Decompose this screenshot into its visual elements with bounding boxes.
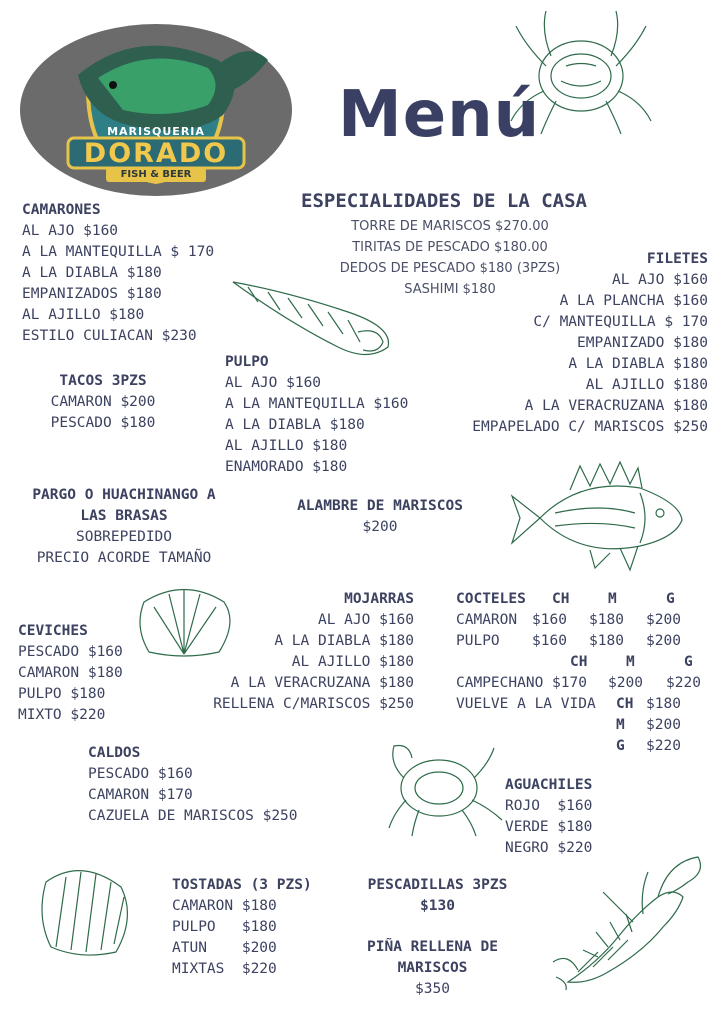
cell: $200: [646, 612, 681, 628]
size-header: CH: [570, 654, 588, 670]
lobster-icon: [548, 852, 708, 992]
aguachiles-section: [505, 775, 592, 859]
size-header: M: [626, 654, 635, 670]
pulpo-title: PULPO: [225, 354, 269, 370]
size-label: M: [616, 717, 625, 733]
list-item: AL AJO $160: [611, 272, 708, 288]
list-item: PULPO $180: [172, 919, 277, 935]
list-item: A LA DIABLA $180: [225, 417, 365, 433]
list-item: CAMARON $180: [18, 665, 123, 681]
row-name: CAMPECHANO: [456, 675, 544, 691]
size-label: CH: [616, 696, 634, 712]
list-item: AL AJO $160: [225, 375, 322, 391]
cell: $200: [608, 675, 643, 691]
list-item: AL AJO $160: [317, 612, 414, 628]
list-item: A LA MANTEQUILLA $ 170: [22, 244, 215, 260]
size-header: M: [608, 591, 617, 607]
filetes-title: FILETES: [646, 251, 708, 267]
logo: [18, 20, 294, 200]
list-item: ROJO $160: [505, 798, 593, 814]
list-item: CAMARON $200: [50, 394, 156, 410]
list-item: MIXTO $220: [18, 707, 106, 723]
row-name: CAMARON: [456, 612, 518, 628]
list-item: PULPO $180: [18, 686, 106, 702]
list-item: CAMARON $180: [172, 898, 277, 914]
list-item: TORRE DE MARISCOS $270.00: [351, 219, 549, 234]
list-item: PESCADO $160: [18, 644, 123, 660]
list-item: DEDOS DE PESCADO $180 (3PZS): [339, 261, 561, 276]
list-item: AL AJILLO $180: [225, 438, 348, 454]
filetes-section: [420, 249, 708, 438]
list-item: CAMARON $170: [88, 787, 193, 803]
ceviches-title: CEVICHES: [18, 623, 88, 639]
size-header: G: [684, 654, 693, 670]
list-item: EMPAPELADO C/ MARISCOS $250: [472, 419, 708, 435]
table-row: [456, 631, 500, 652]
list-item: AL AJILLO $180: [22, 307, 145, 323]
list-item: TIRITAS DE PESCADO $180.00: [352, 240, 548, 255]
list-item: MIXTAS $220: [172, 961, 277, 977]
mojarras-title: MOJARRAS: [344, 591, 414, 607]
tostadas-section: [172, 875, 312, 980]
list-item: NEGRO $220: [505, 840, 593, 856]
list-item: C/ MANTEQUILLA $ 170: [533, 314, 708, 330]
pargo-title-2: LAS BRASAS: [80, 508, 168, 524]
list-item: A LA DIABLA $180: [274, 633, 414, 649]
list-item: SOBREPEDIDO: [75, 529, 173, 545]
alambre-title: ALAMBRE DE MARISCOS: [297, 498, 463, 514]
list-item: A LA DIABLA $180: [22, 265, 162, 281]
list-item: A LA VERACRUZANA $180: [524, 398, 708, 414]
cell: $220: [666, 675, 701, 691]
cell: $200: [646, 633, 681, 649]
especialidades-title: ESPECIALIDADES DE LA CASA: [301, 190, 587, 212]
list-item: PESCADO $180: [50, 415, 156, 431]
size-header: G: [666, 591, 675, 607]
cell: $180: [646, 696, 681, 712]
list-item: VERDE $180: [505, 819, 593, 835]
list-item: EMPANIZADOS $180: [22, 286, 162, 302]
list-item: SASHIMI $180: [404, 282, 496, 297]
pina-section: [350, 937, 515, 1000]
camarones-section: [22, 200, 214, 347]
alambre-section: [280, 496, 480, 538]
size-label: G: [616, 738, 625, 754]
fish-icon: [510, 458, 686, 578]
cell: $160: [532, 633, 567, 649]
cell: $180: [589, 612, 624, 628]
mojarras-section: [180, 589, 414, 715]
caldos-title: CALDOS: [88, 745, 141, 761]
list-item: A LA VERACRUZANA $180: [230, 675, 414, 691]
pina-title-2: MARISCOS: [397, 960, 468, 976]
tostadas-title: TOSTADAS (3 PZS): [172, 877, 312, 893]
cell: $220: [646, 738, 681, 754]
list-item: A LA DIABLA $180: [568, 356, 708, 372]
camarones-title: CAMARONES: [22, 202, 101, 218]
row-name: VUELVE A LA VIDA: [456, 696, 596, 712]
pulpo-section: [225, 352, 408, 478]
cell: $170: [552, 675, 587, 691]
logo-name: DORADO: [83, 138, 229, 169]
list-item: PRECIO ACORDE TAMAÑO: [36, 550, 212, 566]
row-name: PULPO: [456, 633, 500, 649]
pina-title: PIÑA RELLENA DE: [367, 939, 498, 955]
cocteles-title: COCTELES: [456, 591, 526, 607]
alambre-price: $200: [362, 519, 398, 535]
shell-spiral-icon: [228, 272, 398, 362]
list-item: A LA MANTEQUILLA $160: [225, 396, 409, 412]
list-item: AL AJO $160: [22, 223, 119, 239]
pescadillas-section: [350, 875, 525, 917]
pina-price: $350: [415, 981, 450, 997]
list-item: ESTILO CULIACAN $230: [22, 328, 197, 344]
scallop-icon-2: [36, 862, 136, 962]
tacos-section: [28, 371, 178, 434]
pescadillas-title: PESCADILLAS 3PZS: [367, 877, 508, 893]
ceviches-section: [18, 621, 123, 726]
list-item: ATUN $200: [172, 940, 277, 956]
list-item: AL AJILLO $180: [291, 654, 414, 670]
logo-tagline: FISH & BEER: [120, 169, 192, 180]
list-item: PESCADO $160: [88, 766, 193, 782]
crab-icon-2: [384, 738, 504, 838]
aguachiles-title: AGUACHILES: [505, 777, 593, 793]
caldos-section: [88, 743, 298, 827]
cell: $200: [646, 717, 681, 733]
tacos-title: TACOS 3PZS: [59, 373, 147, 389]
list-item: CAZUELA DE MARISCOS $250: [88, 808, 298, 824]
size-header: CH: [552, 591, 570, 607]
pargo-title: PARGO O HUACHINANGO A: [32, 487, 216, 503]
cell: $180: [589, 633, 624, 649]
cocteles-section: [456, 589, 711, 759]
list-item: EMPANIZADO $180: [577, 335, 708, 351]
table-row: [456, 610, 517, 631]
pargo-section: [14, 485, 234, 569]
list-item: A LA PLANCHA $160: [559, 293, 708, 309]
page-title: Menú: [338, 78, 541, 152]
pescadillas-price: $130: [420, 898, 455, 914]
list-item: ENAMORADO $180: [225, 459, 348, 475]
list-item: AL AJILLO $180: [585, 377, 708, 393]
cell: $160: [532, 612, 567, 628]
logo-top-text: MARISQUERIA: [107, 125, 205, 138]
list-item: RELLENA C/MARISCOS $250: [213, 696, 414, 712]
